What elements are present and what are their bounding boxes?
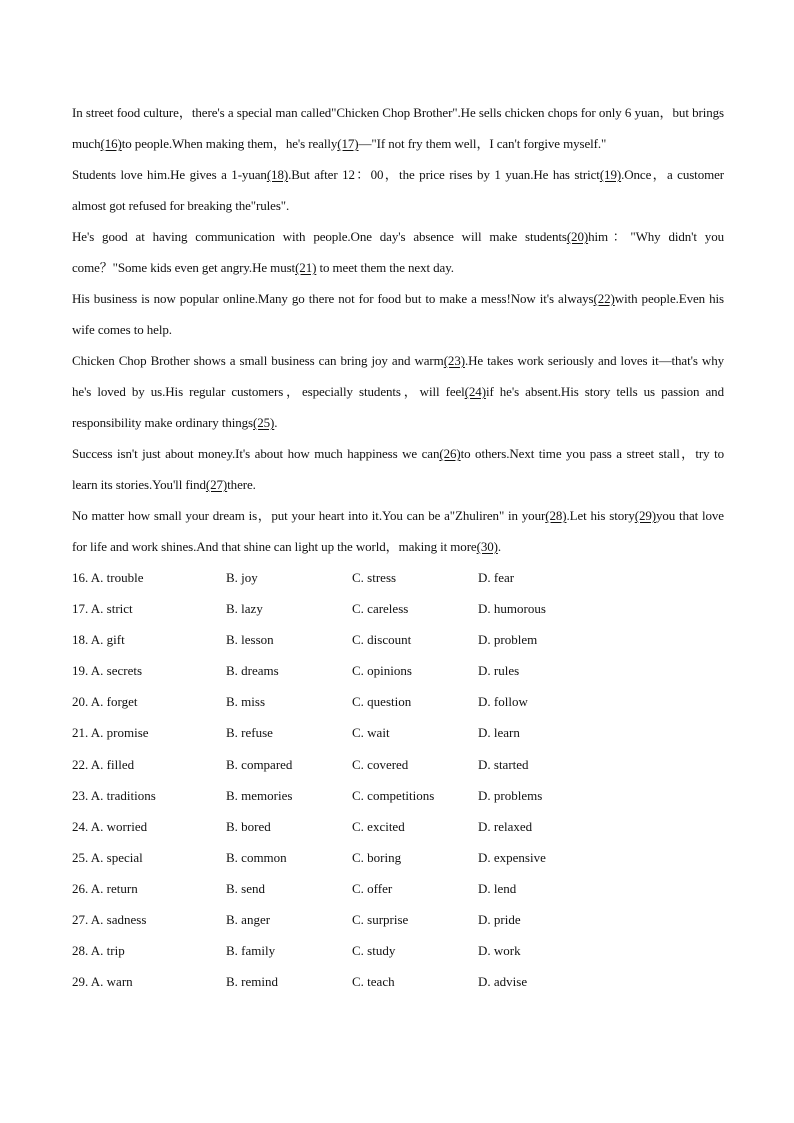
paragraph-4	[72, 283, 724, 345]
blank-20: (20)	[566, 229, 589, 244]
question-26-options	[72, 873, 724, 904]
option-d: D. follow	[478, 694, 528, 710]
question-27-options	[72, 904, 724, 935]
blank-23: (23)	[443, 353, 465, 368]
option-d: D. advise	[478, 974, 528, 990]
question-19-options	[72, 655, 724, 686]
option-a: 23. A. traditions	[72, 787, 156, 803]
option-c: C. surprise	[352, 912, 409, 928]
text: Students love him.He gives a 1-yuan	[72, 167, 267, 182]
question-18-options	[72, 624, 724, 655]
text: .Once，a customer almost got refused for breaking the"rules".	[72, 167, 725, 213]
paragraph-3	[72, 221, 724, 283]
paragraph-2	[72, 159, 724, 221]
question-21-options	[72, 717, 724, 748]
option-a: 27. A. sadness	[72, 912, 147, 928]
option-c: C. excited	[352, 818, 405, 834]
option-d: D. relaxed	[478, 818, 533, 834]
question-22-options	[72, 749, 724, 780]
blank-21: (21)	[295, 260, 317, 275]
cloze-passage	[72, 97, 724, 562]
blank-29: (29)	[634, 508, 656, 523]
text: Success isn't just about money.It's about how much happiness we can	[72, 446, 440, 461]
option-c: C. question	[352, 694, 412, 710]
option-a: 26. A. return	[72, 880, 138, 896]
text: him："Why didn't you come？"Some kids even get angry.He must	[72, 229, 725, 275]
option-b: B. remind	[226, 974, 278, 990]
text: No matter how small your dream is，put your heart into it.You can be a"Zhuliren" in your	[72, 508, 546, 523]
option-a: 22. A. filled	[72, 756, 135, 772]
option-b: B. lesson	[226, 632, 274, 648]
question-28-options	[72, 935, 724, 966]
option-c: C. teach	[352, 974, 395, 990]
option-c: C. discount	[352, 632, 412, 648]
option-d: D. problem	[478, 632, 538, 648]
blank-30: (30)	[476, 539, 498, 554]
blank-17: (17)	[337, 136, 359, 151]
option-b: B. joy	[226, 570, 258, 585]
option-a: 17. A. strict	[72, 601, 133, 617]
option-a: 21. A. promise	[72, 725, 149, 741]
text: you that love for life and work shines.And that shine can light up the world，making it more	[72, 508, 724, 554]
text: .Let his story	[566, 508, 635, 523]
text: to meet them the next day.	[316, 260, 454, 275]
option-a: 24. A. worried	[72, 818, 148, 834]
exam-page	[72, 97, 724, 997]
text: In street food culture，there's a special man called"Chicken Chop Brother".He sells chicken chops for only 6 yuan，but brings much	[72, 105, 724, 151]
option-c: C. covered	[352, 756, 409, 772]
blank-25: (25)	[253, 415, 275, 430]
text: Chicken Chop Brother shows a small business can bring joy and warm	[72, 353, 444, 368]
text: .But after 12：00，the price rises by 1 yuan.He has strict	[288, 167, 600, 182]
text: —"If not fry them well，I can't forgive myself."	[358, 136, 607, 151]
option-b: B. bored	[226, 818, 271, 834]
option-c: C. stress	[352, 570, 397, 585]
option-c: C. competitions	[352, 787, 435, 803]
option-d: D. work	[478, 943, 521, 959]
option-c: C. offer	[352, 880, 393, 896]
question-24-options	[72, 811, 724, 842]
text: .	[274, 415, 278, 430]
option-d: D. lend	[478, 880, 517, 896]
option-d: D. pride	[478, 912, 521, 928]
option-c: C. wait	[352, 725, 390, 741]
blank-27: (27)	[205, 477, 228, 492]
option-a: 29. A. warn	[72, 974, 133, 990]
question-25-options	[72, 842, 724, 873]
blank-28: (28)	[545, 508, 567, 523]
question-29-options	[72, 966, 724, 997]
option-a: 16. A. trouble	[72, 570, 144, 585]
option-d: D. rules	[478, 663, 520, 679]
option-a: 18. A. gift	[72, 632, 125, 648]
option-c: C. careless	[352, 601, 409, 617]
text: .He takes work seriously and loves it—that's why he's loved by us.His regular customers，especially students，will feel	[72, 353, 724, 399]
option-b: B. dreams	[226, 663, 279, 679]
blank-24: (24)	[464, 384, 486, 399]
option-c: C. opinions	[352, 663, 412, 679]
text: if he's absent.His story tells us passion and responsibility make ordinary things	[72, 384, 724, 430]
option-b: B. family	[226, 943, 276, 959]
option-d: D. fear	[478, 570, 515, 585]
text: to people.When making them，he's really	[121, 136, 338, 151]
option-a: 28. A. trip	[72, 943, 125, 959]
option-a: 20. A. forget	[72, 694, 138, 710]
text: to others.Next time you pass a street stall，try to learn its stories.You'll find	[72, 446, 724, 492]
blank-26: (26)	[439, 446, 461, 461]
option-b: B. refuse	[226, 725, 273, 741]
option-a: 19. A. secrets	[72, 663, 143, 679]
question-17-options	[72, 593, 724, 624]
text: His business is now popular online.Many go there not for food but to make a mess!Now it's always	[72, 291, 594, 306]
option-b: B. miss	[226, 694, 266, 710]
text: there.	[227, 477, 256, 492]
text: with people.Even his wife comes to help.	[72, 291, 724, 337]
blank-18: (18)	[266, 167, 289, 182]
question-16-options	[72, 562, 724, 593]
option-b: B. compared	[226, 756, 293, 772]
option-b: B. lazy	[226, 601, 263, 617]
paragraph-5	[72, 345, 724, 438]
option-d: D. learn	[478, 725, 520, 741]
option-d: D. problems	[478, 787, 543, 803]
option-c: C. boring	[352, 849, 402, 865]
answer-options	[72, 562, 724, 997]
blank-22: (22)	[593, 291, 615, 306]
text: .	[497, 539, 502, 554]
option-b: B. common	[226, 849, 287, 865]
text: He's good at having communication with people.One day's absence will make students	[72, 229, 567, 244]
paragraph-7	[72, 500, 724, 562]
option-d: D. expensive	[478, 849, 546, 865]
option-b: B. send	[226, 880, 265, 896]
question-23-options	[72, 780, 724, 811]
option-d: D. started	[478, 756, 529, 772]
paragraph-6	[72, 438, 724, 500]
option-b: B. anger	[226, 912, 271, 928]
paragraph-1	[72, 97, 724, 159]
question-20-options	[72, 686, 724, 717]
option-b: B. memories	[226, 787, 293, 803]
option-d: D. humorous	[478, 601, 546, 617]
blank-16: (16)	[100, 136, 122, 151]
blank-19: (19)	[599, 167, 622, 182]
option-a: 25. A. special	[72, 849, 143, 865]
option-c: C. study	[352, 943, 396, 959]
